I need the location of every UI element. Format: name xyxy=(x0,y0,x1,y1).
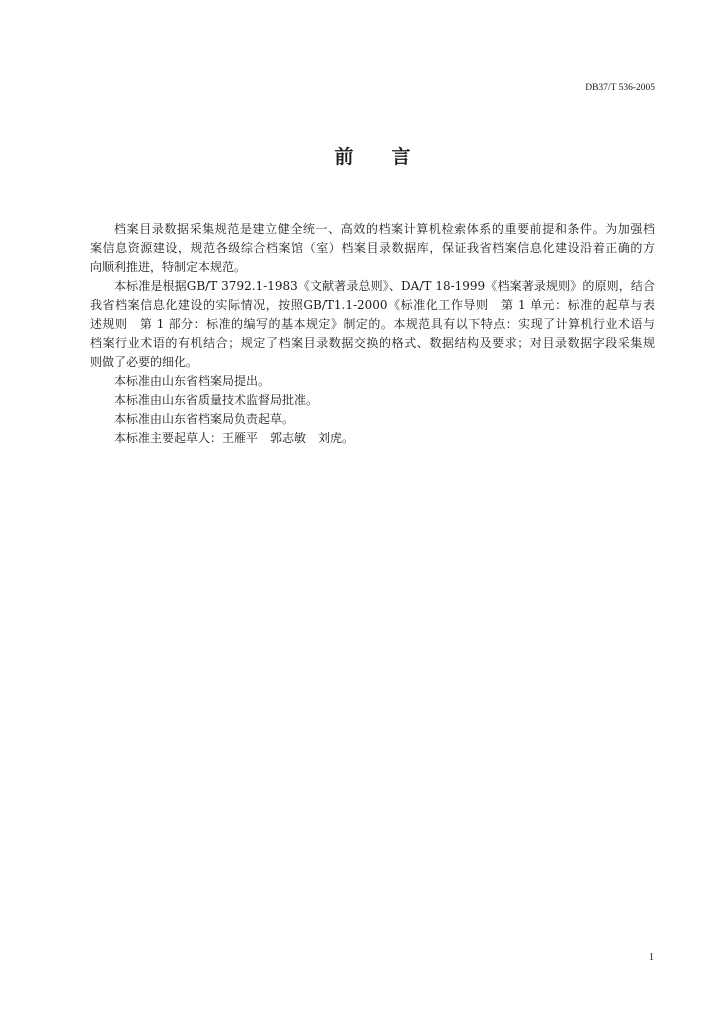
paragraph-line: 本标准是根据GB/T 3792.1-1983《文献著录总则》、DA/T 18-1999《档案著录规则》的原则，结合 xyxy=(114,279,655,293)
paragraph-line: 档案目录数据采集规范是建立健全统一、高效的档案计算机检索体系的重要前提和条件。为加强档 xyxy=(114,222,655,236)
page-title: 前 言 xyxy=(334,146,411,168)
paragraph-line: 我省档案信息化建设的实际情况，按照GB/T1.1-2000《标准化工作导则 第 1 单元：标准的起草与表 xyxy=(90,298,655,312)
paragraph-line: 本标准主要起草人：王雁平 郭志敏 刘虎。 xyxy=(114,431,355,445)
page-number: 1 xyxy=(649,952,654,963)
paragraph-line: 则做了必要的细化。 xyxy=(90,355,199,369)
paragraph-line: 本标准由山东省档案局提出。 xyxy=(114,374,271,388)
paragraph-line: 述规则 第 1 部分：标准的编写的基本规定》制定的。本规范具有以下特点：实现了计算机行业术语与 xyxy=(90,317,655,331)
paragraph-line: 本标准由山东省质量技术监督局批准。 xyxy=(114,393,319,407)
paragraph-line: 向顺利推进，特制定本规范。 xyxy=(90,260,247,274)
standard-code: DB37/T 536-2005 xyxy=(585,83,655,93)
paragraph-line: 本标准由山东省档案局负责起草。 xyxy=(114,412,295,426)
paragraph-line: 档案行业术语的有机结合；规定了档案目录数据交换的格式、数据结构及要求；对目录数据字段采集规 xyxy=(90,336,655,350)
paragraph-line: 案信息资源建设，规范各级综合档案馆（室）档案目录数据库，保证我省档案信息化建设沿着正确的方 xyxy=(90,241,655,255)
